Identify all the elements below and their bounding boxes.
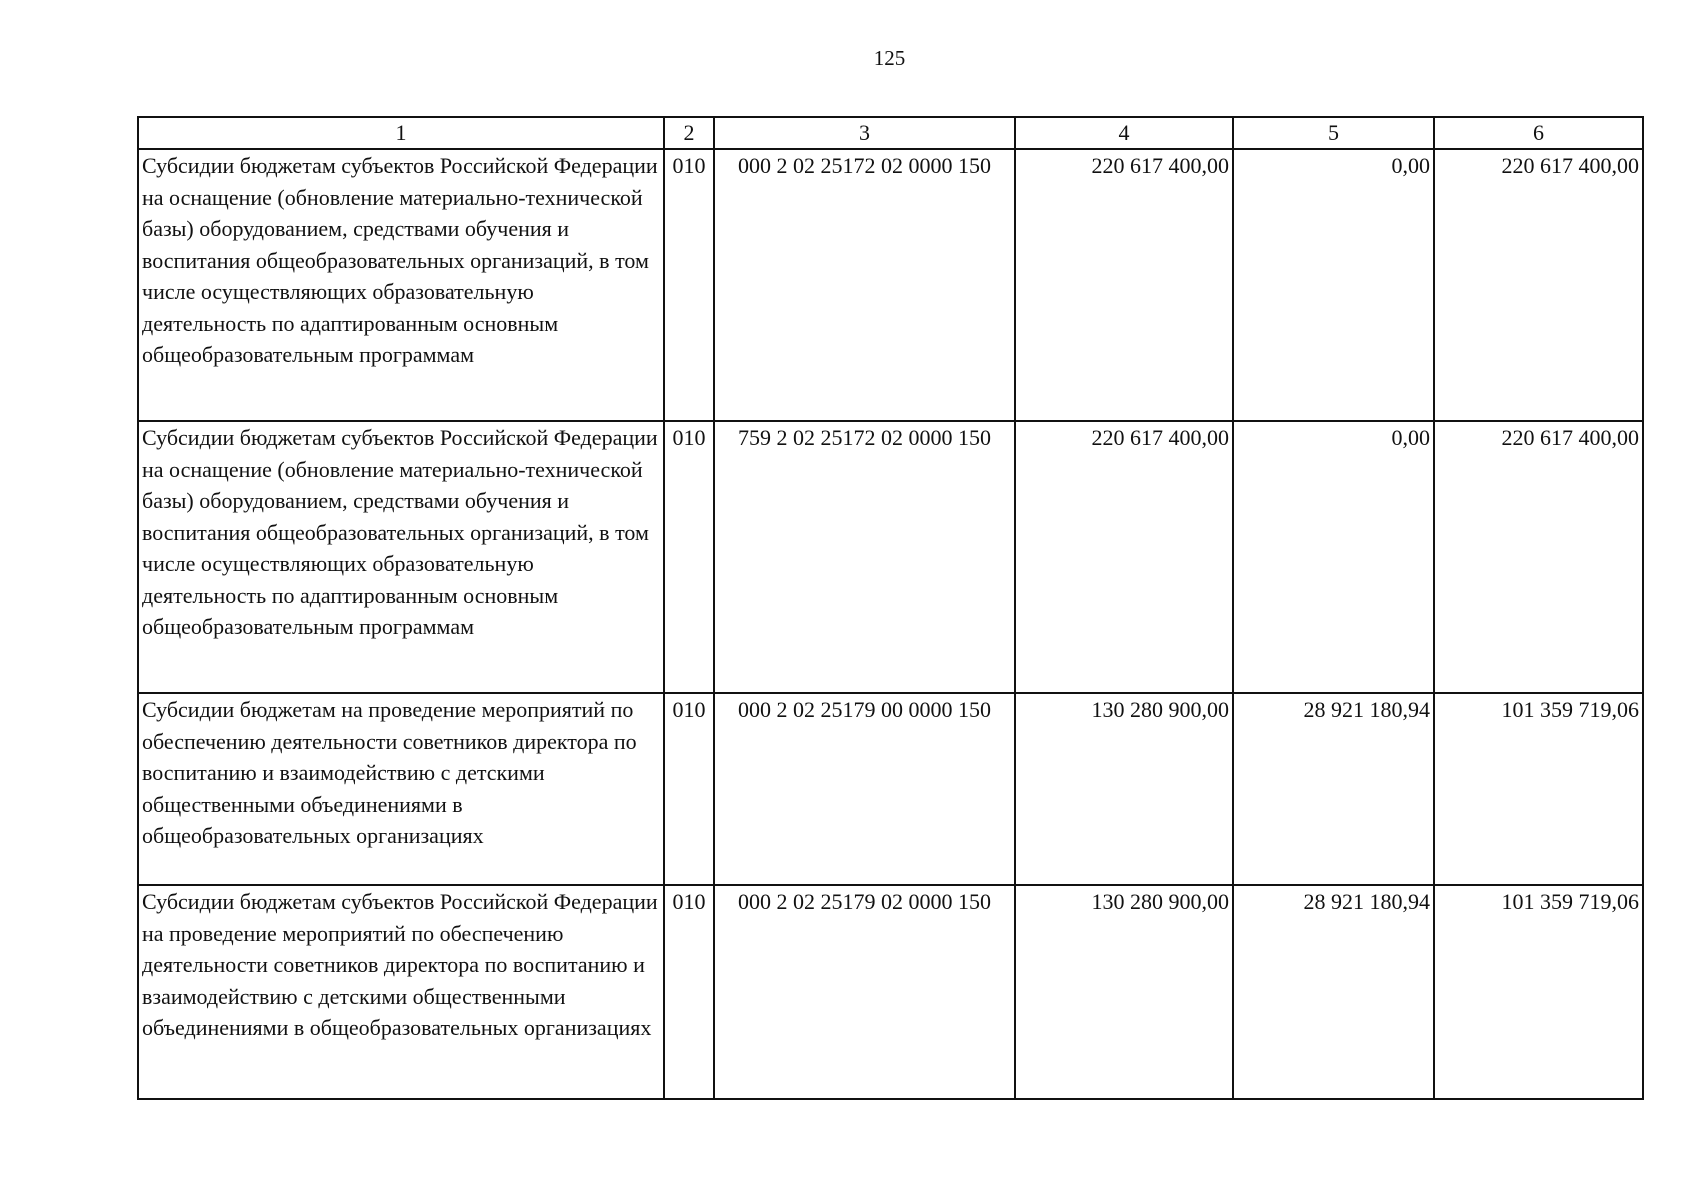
table-row [138, 421, 1643, 693]
column-header-5: 5 [1233, 117, 1434, 149]
column-header-3: 3 [714, 117, 1015, 149]
table-row [138, 693, 1643, 885]
page-number: 125 [873, 46, 906, 70]
row-budget-classification-code: 000 2 02 25179 02 0000 150 [714, 885, 1015, 1099]
row-approved-amount: 220 617 400,00 [1015, 421, 1233, 693]
row-budget-classification-code: 759 2 02 25172 02 0000 150 [714, 421, 1015, 693]
row-executed-amount: 28 921 180,94 [1233, 693, 1434, 885]
row-line-code: 010 [664, 885, 714, 1099]
column-header-2: 2 [664, 117, 714, 149]
row-description: Субсидии бюджетам субъектов Российской Федерации на оснащение (обновление материально-технической базы) оборудованием, средствами обучения и воспитания общеобразовательных организаций, в том числе осуществляющих образовательную деятельность по адаптированным основным общеобразовательным программам [138, 421, 664, 693]
row-description: Субсидии бюджетам субъектов Российской Федерации на оснащение (обновление материально-технической базы) оборудованием, средствами обучения и воспитания общеобразовательных организаций, в том числе осуществляющих образовательную деятельность по адаптированным основным общеобразовательным программам [138, 149, 664, 421]
table-header-row [138, 117, 1643, 149]
row-approved-amount: 130 280 900,00 [1015, 885, 1233, 1099]
budget-table [137, 116, 1644, 1100]
table-row [138, 885, 1643, 1099]
row-unexecuted-amount: 220 617 400,00 [1434, 149, 1643, 421]
row-unexecuted-amount: 220 617 400,00 [1434, 421, 1643, 693]
row-budget-classification-code: 000 2 02 25179 00 0000 150 [714, 693, 1015, 885]
row-description: Субсидии бюджетам на проведение мероприятий по обеспечению деятельности советников директора по воспитанию и взаимодействию с детскими общественными объединениями в общеобразовательных организациях [138, 693, 664, 885]
table-row [138, 149, 1643, 421]
column-header-1: 1 [138, 117, 664, 149]
row-budget-classification-code: 000 2 02 25172 02 0000 150 [714, 149, 1015, 421]
row-description: Субсидии бюджетам субъектов Российской Федерации на проведение мероприятий по обеспечению деятельности советников директора по воспитанию и взаимодействию с детскими общественными объединениями в общеобразовательных организациях [138, 885, 664, 1099]
row-executed-amount: 28 921 180,94 [1233, 885, 1434, 1099]
row-executed-amount: 0,00 [1233, 149, 1434, 421]
row-approved-amount: 220 617 400,00 [1015, 149, 1233, 421]
row-line-code: 010 [664, 421, 714, 693]
row-approved-amount: 130 280 900,00 [1015, 693, 1233, 885]
row-executed-amount: 0,00 [1233, 421, 1434, 693]
row-unexecuted-amount: 101 359 719,06 [1434, 885, 1643, 1099]
row-unexecuted-amount: 101 359 719,06 [1434, 693, 1643, 885]
row-line-code: 010 [664, 149, 714, 421]
row-line-code: 010 [664, 693, 714, 885]
column-header-4: 4 [1015, 117, 1233, 149]
column-header-6: 6 [1434, 117, 1643, 149]
